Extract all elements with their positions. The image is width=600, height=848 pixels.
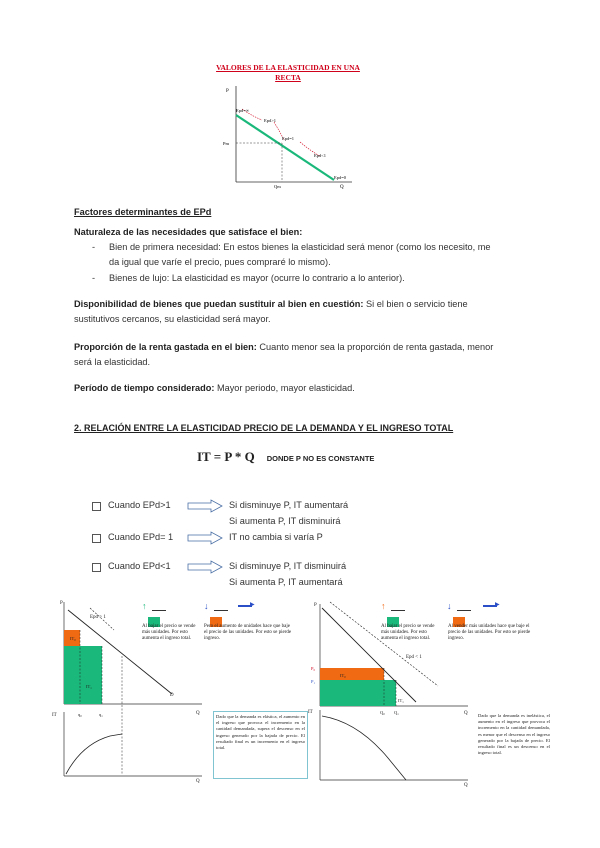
label-d: D	[170, 693, 174, 698]
dash: -	[92, 273, 96, 283]
arrow-head-icon: ▶	[250, 602, 255, 608]
label-q0: q₀	[78, 712, 82, 717]
legend-chip	[457, 603, 471, 611]
label-q-lower: Q	[464, 783, 468, 788]
prop-bold: Proporción de la renta gastada en el bien:	[74, 342, 257, 352]
arrow-down-icon: ↓	[204, 601, 209, 611]
arrow-head-icon: ▶	[495, 602, 500, 608]
proporcion-paragraph	[74, 340, 544, 370]
label-it: IT	[52, 713, 57, 718]
label-epd: Epd > 1	[90, 615, 106, 620]
pm-label: Pm	[223, 141, 230, 146]
label-epd-lt1: Epd<1	[314, 153, 327, 158]
it-curve	[66, 734, 122, 774]
it-curve	[322, 716, 406, 780]
disp-rest: Si el bien o servicio tiene	[363, 299, 468, 309]
label-it0: IT₀	[340, 673, 346, 678]
label-epd-zero: Epd=0	[334, 175, 347, 180]
disponibilidad-paragraph	[74, 297, 544, 327]
label-p1: P₁	[311, 679, 316, 684]
label-q-lower: Q	[196, 779, 200, 784]
row-condition: Cuando EPd= 1	[108, 532, 174, 542]
right-legend-text-1: Al bajar el precio se vende más unidades. Por esto aumenta el ingreso total.	[381, 624, 435, 641]
label-q1: Q₁	[394, 710, 399, 715]
arrow-right-icon	[187, 531, 223, 545]
item2-text: Bienes de lujo: La elasticidad es mayor (ocurre lo contrario a lo anterior).	[109, 273, 405, 283]
label-it: IT	[308, 710, 313, 715]
formula-row	[197, 449, 374, 465]
demand-line	[236, 115, 334, 180]
prop-rest: Cuanto menor sea la proporción de renta gastada, menor	[256, 342, 494, 352]
label-epd-gt1: Epd>1	[264, 118, 277, 123]
label-p: P	[314, 603, 317, 608]
legend-chip	[214, 603, 228, 611]
left-legend-text-2: Pero el aumento de unidades hace que baje el precio de las unidades. Por esto se pierde ingreso.	[204, 624, 292, 641]
label-it1: IT₁	[86, 684, 92, 689]
item1-line2: da igual que varíe el precio, pues compraré lo mismo).	[109, 257, 331, 267]
per-bold: Período de tiempo considerado:	[74, 383, 215, 393]
label-q0: Q₀	[380, 710, 385, 715]
qm-label: Qm	[274, 184, 281, 189]
chart-title	[198, 63, 378, 83]
row-condition: Cuando EPd>1	[108, 500, 171, 510]
checkbox[interactable]	[92, 563, 101, 572]
chart-title-line2: RECTA	[275, 73, 301, 82]
label-epd-inf: Epd=∞	[236, 108, 249, 113]
q-axis-label: Q	[340, 185, 344, 190]
label-it1: IT₁	[398, 698, 404, 703]
label-epd: Epd < 1	[406, 655, 422, 660]
legend-chip	[391, 603, 405, 611]
label-p: P	[60, 601, 63, 606]
it-common-green-rect	[320, 680, 384, 706]
left-note-box: Dado que la demanda es elástica, el aumento en el ingreso que provoca el incremento en la cantidad demandada, supera el descenso en el ingreso generado por la bajada de precio. El resultado final es un incremento en el ingreso total.	[213, 711, 308, 779]
label-q: Q	[464, 711, 468, 716]
row-result-2: Si aumenta P, IT aumentará	[229, 577, 343, 587]
p-axis-label: P	[226, 89, 229, 94]
list-item-primera	[92, 240, 542, 270]
row-condition: Cuando EPd<1	[108, 561, 171, 571]
arrow-right-icon	[187, 560, 223, 574]
formula: IT = P * Q	[197, 449, 255, 464]
row-result-2: Si aumenta P, IT disminuirá	[229, 516, 341, 526]
arrow-up-icon: ↑	[142, 601, 147, 611]
section2-heading: 2. RELACIÓN ENTRE LA ELASTICIDAD PRECIO DE LA DEMANDA Y EL INGRESO TOTAL	[74, 423, 454, 433]
label-it0: IT₀	[70, 636, 76, 641]
row-result-1: Si disminuye P, IT aumentará	[229, 500, 349, 510]
it1-green-rect	[80, 646, 102, 704]
label-q1: q₁	[99, 712, 103, 717]
label-q: Q	[196, 711, 200, 716]
right-note-text: Dado que la demanda es inelástica, el aumento en el ingreso que provoca el incremento en la cantidad demandada, es menor que el descenso en el ingreso generado por la bajada de precio. El resultado final es un descenso en el ingreso total.	[478, 713, 550, 756]
right-legend-text-2: Al vender más unidades hace que baje el precio de las unidades. Por esto se pierde ingreso.	[448, 624, 531, 641]
it1-green-rect	[384, 680, 396, 706]
formula-note: DONDE P NO ES CONSTANTE	[266, 454, 375, 463]
it-common-green-rect	[64, 646, 80, 704]
label-epd-eq1: Epd=1	[282, 136, 295, 141]
label-p0: P₀	[311, 666, 316, 671]
it0-orange-rect	[320, 668, 384, 680]
row-result-1: Si disminuye P, IT disminuirá	[229, 561, 347, 571]
checkbox[interactable]	[92, 502, 101, 511]
prop-line2: será la elasticidad.	[74, 357, 151, 367]
disp-line2: sustitutivos cercanos, su elasticidad será mayor.	[74, 314, 271, 324]
left-legend-text-1: Al bajar el precio se vende más unidades. Por esto aumenta el ingreso total.	[142, 624, 196, 641]
legend-chip	[152, 603, 166, 611]
per-rest: Mayor periodo, mayor elasticidad.	[214, 383, 355, 393]
periodo-paragraph	[74, 381, 544, 396]
checkbox[interactable]	[92, 534, 101, 543]
disp-bold: Disponibilidad de bienes que puedan sustituir al bien en cuestión:	[74, 299, 364, 309]
arrow-down-icon: ↓	[447, 601, 452, 611]
arrow-up-icon: ↑	[381, 601, 386, 611]
chart-title-line1: VALORES DE LA ELASTICIDAD EN UNA	[216, 63, 360, 72]
naturaleza-heading: Naturaleza de las necesidades que satisface el bien:	[74, 227, 303, 237]
factores-heading: Factores determinantes de EPd	[74, 207, 212, 217]
row-result-1: IT no cambia si varía P	[229, 532, 323, 542]
arrow-right-icon	[187, 499, 223, 513]
item1-line1: Bien de primera necesidad: En estos bienes la elasticidad será menor (como los necesito, me	[109, 242, 491, 252]
dash: -	[92, 242, 96, 252]
elasticity-line-chart	[222, 82, 362, 190]
list-item-lujo	[92, 271, 542, 286]
